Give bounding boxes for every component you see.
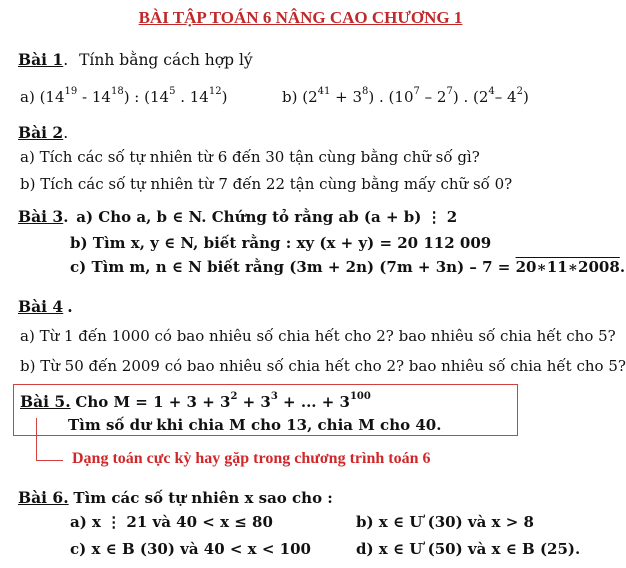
- exercise-1-heading: Bài 1. Tính bằng cách hợp lý: [18, 50, 253, 69]
- exercise-6-heading: Bài 6. Tìm các số tự nhiên x sao cho :: [18, 488, 333, 507]
- exercise-6b: b) x ∈ Ư (30) và x > 8: [356, 513, 534, 531]
- highlight-note: Dạng toán cực kỳ hay gặp trong chương trình toán 6: [72, 450, 431, 467]
- exercise-5-line1: Bài 5. Cho $M = 1 + 3 + 3^2 + 3^3$ + ... + $3^{100}$: [20, 391, 371, 411]
- exercise-4-heading: Bài 4 .: [18, 297, 73, 316]
- exercise-2-label: Bài 2: [18, 123, 64, 142]
- exercise-3a: Bài 3. a) Cho a, b ∈ N. Chứng tỏ rằng ab (a + b) ⋮ 2: [18, 207, 458, 226]
- exercise-4a: a) Từ 1 đến 1000 có bao nhiêu số chia hết cho 2? bao nhiêu số chia hết cho 5?: [20, 327, 616, 345]
- exercise-1b: b) $(2^{41} + 3^8)$ . $(10^7 - 2^7)$ . ($2^4-$ $4^2$): [282, 86, 529, 106]
- exercise-2b: b) Tích các số tự nhiên từ 7 đến 22 tận cùng bằng mấy chữ số 0?: [20, 175, 513, 193]
- overlined-number: 20∗11∗2008: [515, 258, 620, 276]
- exercise-6d: d) x ∈ Ư (50) và x ∈ B (25).: [356, 540, 581, 558]
- exercise-3-label: Bài 3: [18, 207, 64, 226]
- exercise-2a: a) Tích các số tự nhiên từ 6 đến 30 tận cùng bằng chữ số gì?: [20, 148, 480, 166]
- exercise-5-label: Bài 5.: [20, 392, 71, 411]
- exercise-1-prompt: Tính bằng cách hợp lý: [79, 51, 253, 69]
- exercise-6a: a) x ⋮ 21 và 40 < x ≤ 80: [70, 513, 273, 531]
- exercise-3c: c) Tìm m, n ∈ N biết rằng (3m + 2n) (7m + 3n) – 7 = 20∗11∗2008.: [70, 258, 626, 276]
- exercise-6c: c) x ∈ B (30) và 40 < x < 100: [70, 540, 311, 558]
- page-title: BÀI TẬP TOÁN 6 NÂNG CAO CHƯƠNG 1: [138, 8, 463, 27]
- exercise-6-label: Bài 6.: [18, 488, 69, 507]
- exercise-1-label: Bài 1: [18, 50, 64, 69]
- callout-connector: [36, 418, 63, 461]
- exercise-3b: b) Tìm x, y ∈ N, biết rằng : xy (x + y) = 20 112 009: [70, 234, 492, 252]
- exercise-2-heading: Bài 2.: [18, 123, 69, 142]
- exercise-4-label: Bài 4: [18, 297, 64, 316]
- exercise-1a: a) $(14^{19} - 14^{18})$ : ($14^5$ . $14^{12}$): [20, 86, 228, 106]
- exercise-4b: b) Từ 50 đến 2009 có bao nhiêu số chia hết cho 2? bao nhiêu số chia hết cho 5?: [20, 357, 626, 375]
- exercise-5-line2: Tìm số dư khi chia M cho 13, chia M cho 40.: [68, 416, 442, 434]
